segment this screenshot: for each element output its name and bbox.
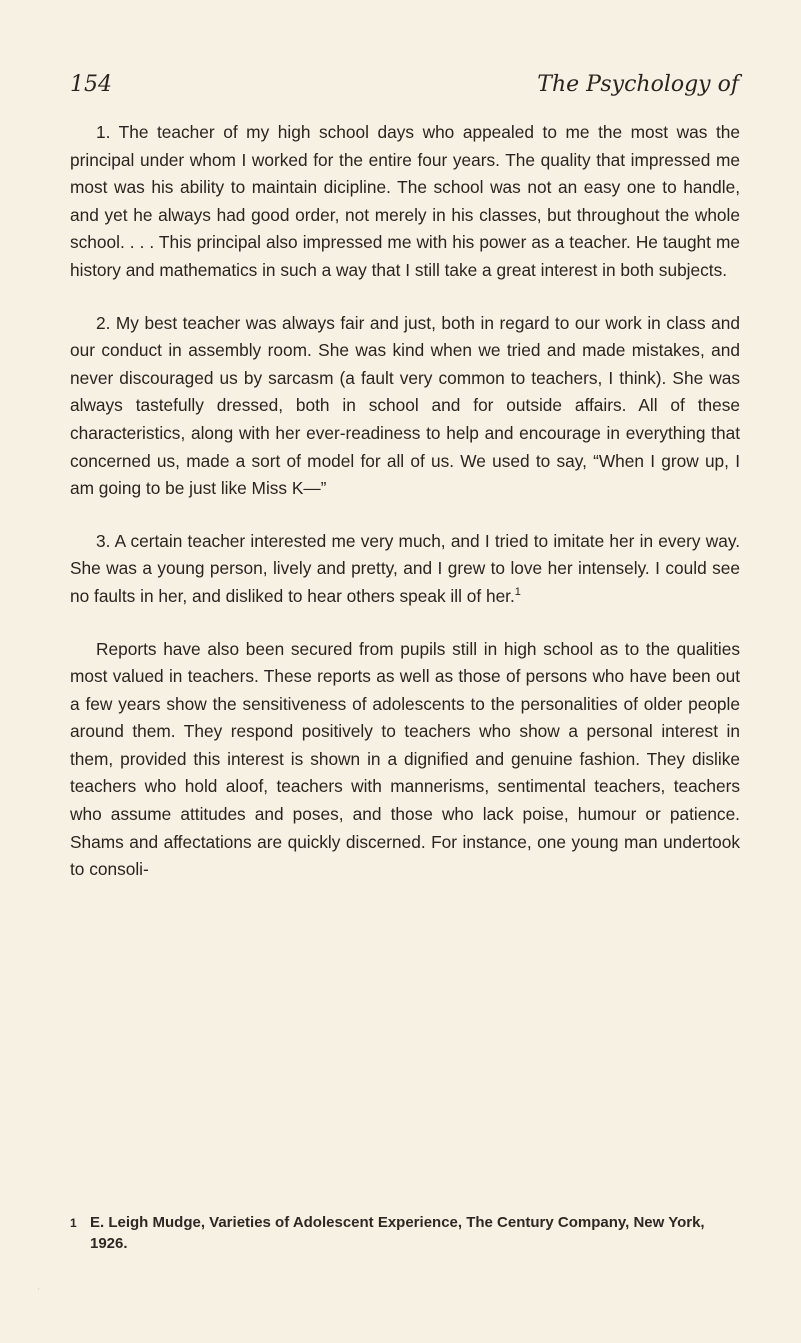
body-text (70, 119, 740, 884)
footnote-mark: 1 (70, 1216, 77, 1230)
footnote-reference: 1 (514, 586, 521, 599)
paragraph-2: 2. My best teacher was always fair and just, both in regard to our work in class and our conduct in assembly room. She was kind when we tried and made mistakes, and never discouraged us by sarcasm (a fault very common to teachers, I think). She was always tastefully dressed, both in school and for outside affairs. All of these characteristics, along with her ever-readiness to help and encourage in everything that concerned us, made a sort of model for all of us. We used to say, “When I grow up, I am going to be just like Miss K—” (70, 312, 740, 499)
paragraph-1: 1. The teacher of my high school days who appealed to me the most was the principal under whom I worked for the entire four years. The quality that impressed me most was his ability to maintain dicipline. The school was not an easy one to handle, and yet he always had good order, not merely in his classes, but throughout the whole school. . . . This principal also impressed me with his power as a teacher. He taught me history and mathematics in such a way that I still take a great interest in both subjects. (70, 122, 740, 280)
page-header (70, 68, 739, 102)
page-corner-mark (38, 1288, 66, 1342)
paragraph-3 (70, 528, 740, 611)
paragraph-3-text: 3. A certain teacher interested me very much, and I tried to imitate her in every way. She was a young person, lively and pretty, and I grew to love her intensely. I could see no faults in her, and disliked to hear others speak ill of her. (70, 530, 740, 606)
footnote (70, 1212, 740, 1254)
footnote-text: E. Leigh Mudge, Varieties of Adolescent Experience, The Century Company, New York, 1926. (90, 1214, 705, 1252)
running-title: The Psychology of (537, 72, 739, 97)
page-number: 154 (70, 72, 112, 97)
paragraph-4: Reports have also been secured from pupils still in high school as to the qualities most valued in teachers. These reports as well as those of persons who have been out a few years show the sensitiveness of adolescents to the personalities of older people around them. They respond positively to teachers who show a personal interest in them, provided this interest is shown in a dignified and genuine fashion. They dislike teachers who hold aloof, teachers with mannerisms, sentimental teachers, teachers who assume attitudes and poses, and those who lack poise, humour or patience. Shams and affectations are quickly discerned. For instance, one young man undertook to consoli- (70, 638, 740, 880)
